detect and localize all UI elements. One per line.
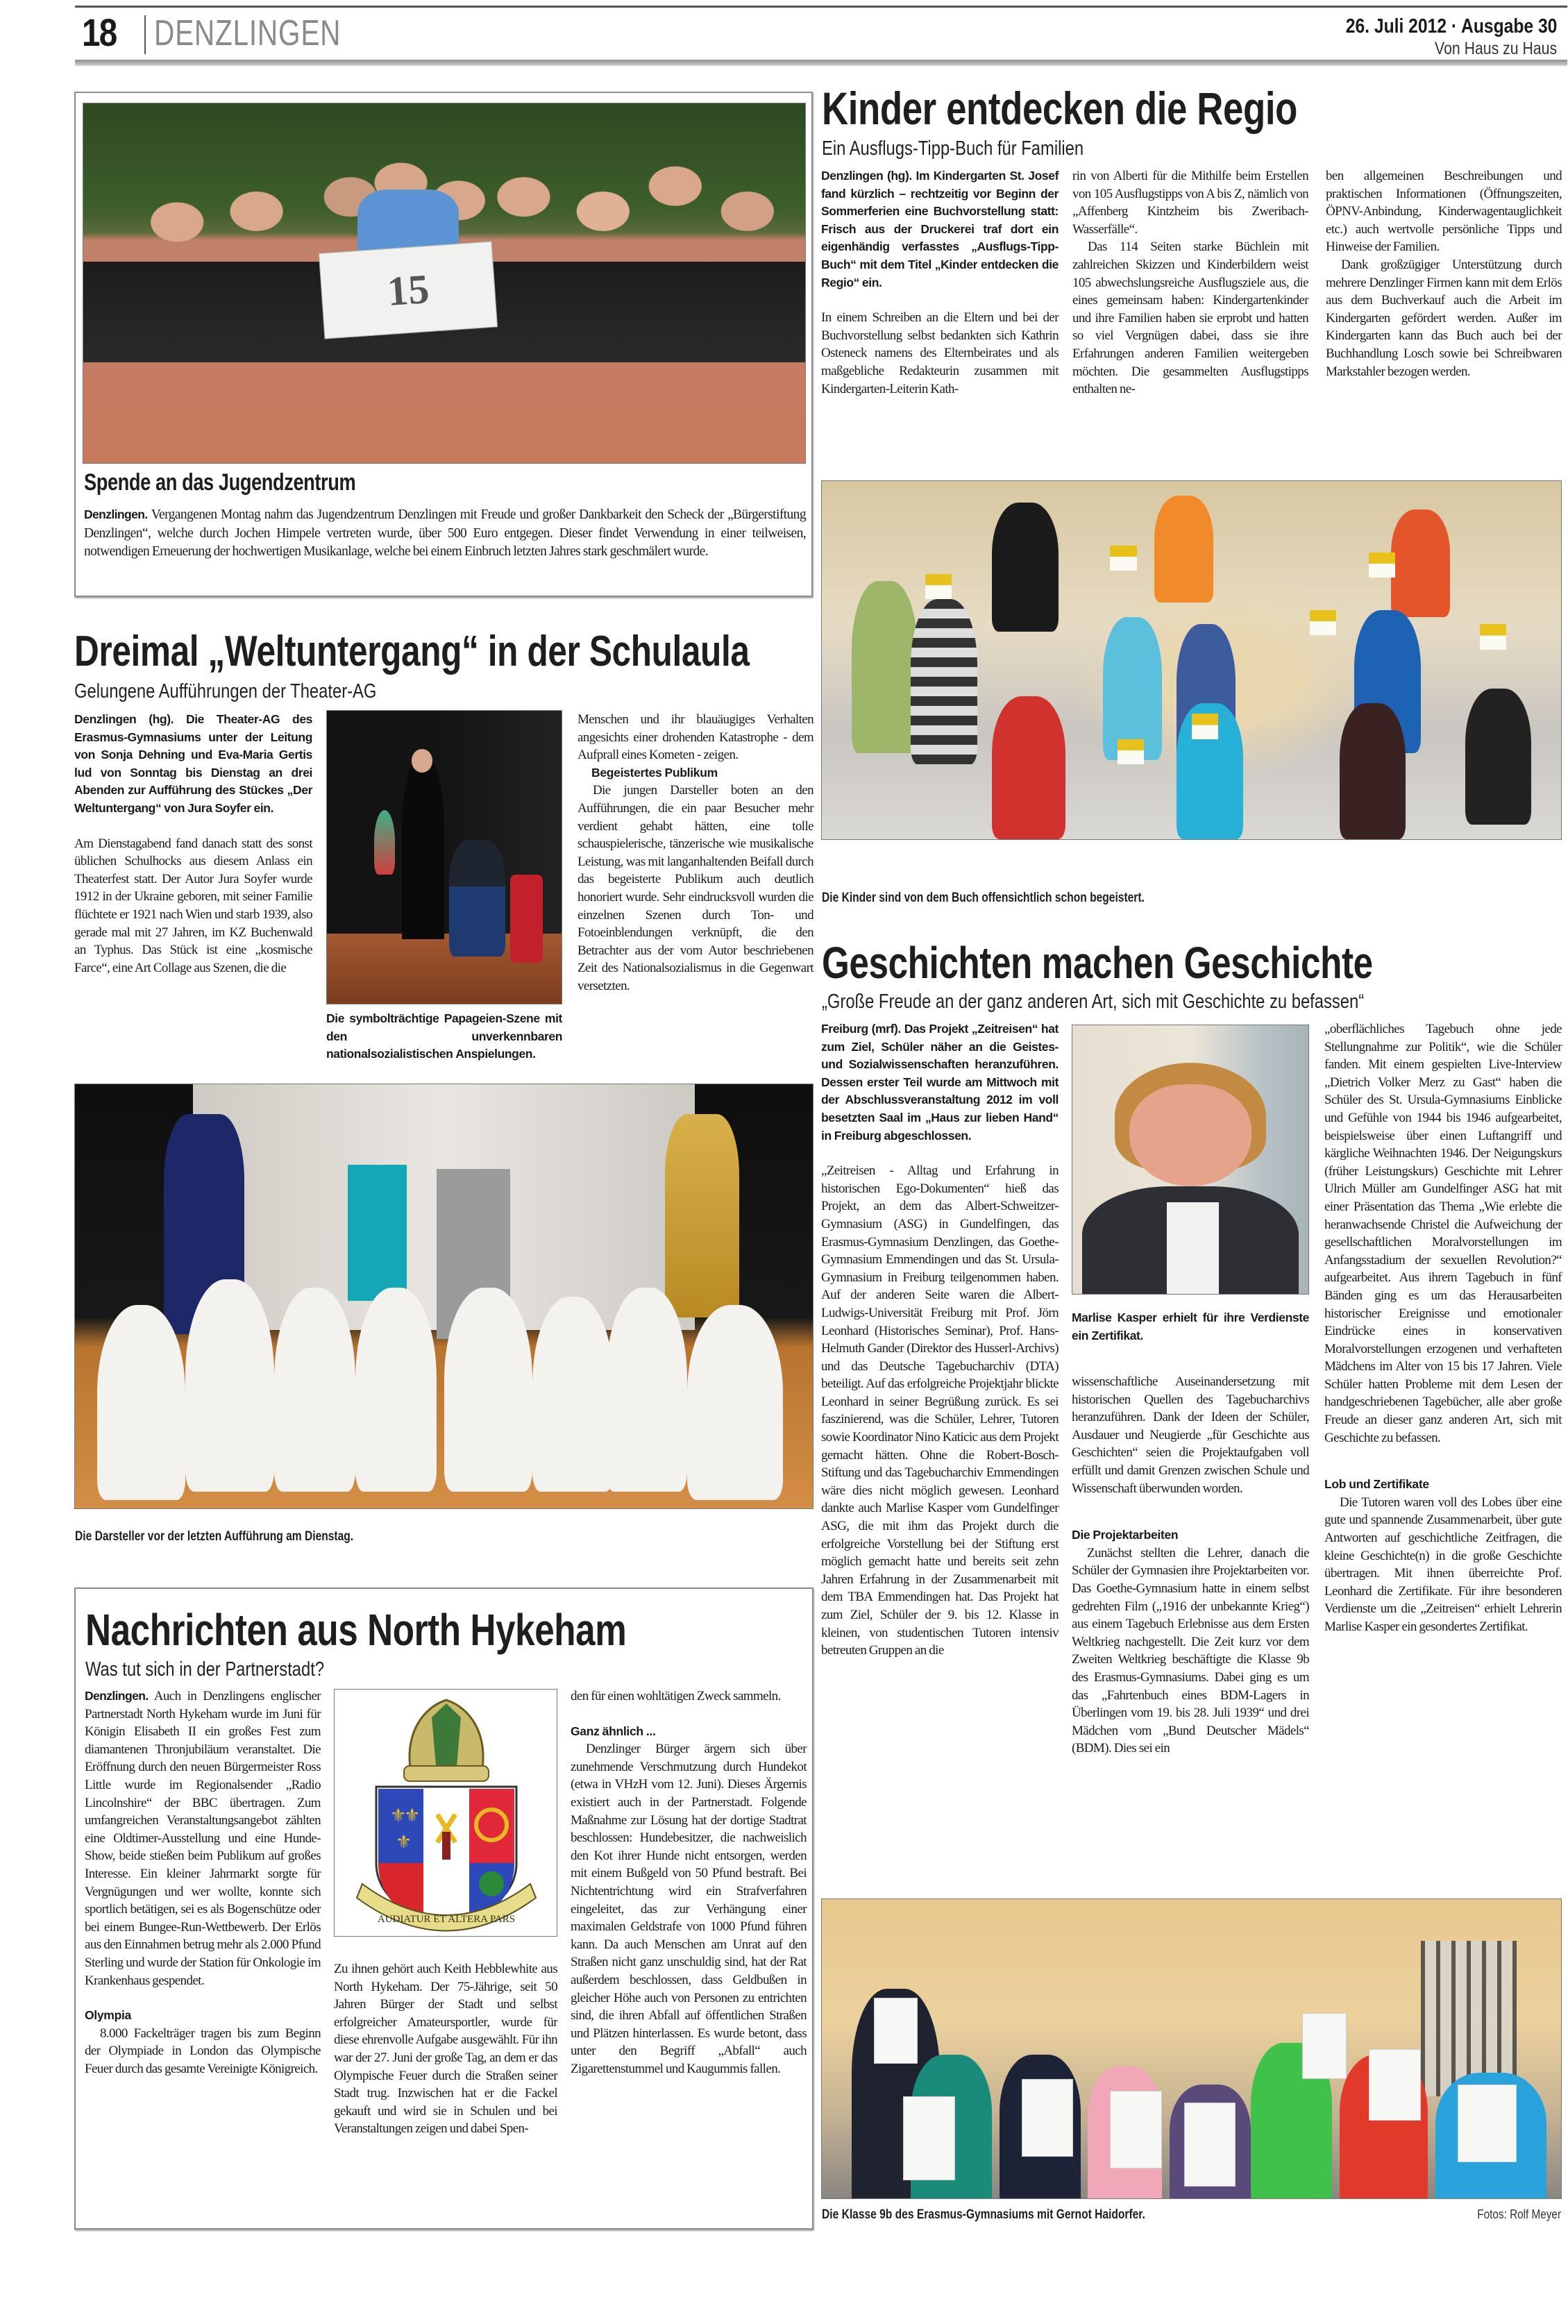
caption-text: Die symbolträchtige Papageien-Szene mit den unverkennbaren nationalsozialistischen Anspielungen. <box>326 1011 562 1061</box>
subhead-projektarbeiten: Die Projektarbeiten <box>1072 1528 1179 1542</box>
certificate <box>1458 2085 1517 2162</box>
book-in-photo <box>1480 624 1506 649</box>
body-spende <box>84 505 806 562</box>
para-kinder-2a: Das 114 Seiten starke Büchlein mit zahlreichen Skizzen und Kinderbildern weist 105 abwechslungsreiche Ausflugsziele aus, die eines gemeinsam haben: Kindergartenkinder und ihre Familien haben sie erprobt und hatten so viel Vergnügen dabei, dass sie ihre Erfahrungen anderen Familien weitergeben möchten. Die gesammelten Ausflugstipps enthalten ne- <box>1072 239 1308 397</box>
para-geschichte-2: wissenschaftliche Auseinandersetzung mit historischen Quellen des Tagebucharchivs heranzuführen. Dank der Ideen der Schüler, Ausdauer und Neugierde „für Geschichte aus Geschichten“ seien die Projektaufgaben voll erfüllt und damit Grenzen zwischen Schule und Wissenschaft überwunden worden. <box>1072 1374 1309 1496</box>
certificate <box>874 1998 918 2064</box>
para-geschichte-3: Zunächst stellten die Lehrer, danach die Schüler der Gymnasien ihre Projektarbeiten vor. Das Goethe-Gymnasium hatte in einem selbst gedrehten Film („1916 der unbekannte Krieg“) aus einem Tagebuch Erlebnisse aus dem Ersten Weltkrieg nachgestellt. Die Zeit kurz vor dem Zweiten Weltkrieg beschäftigte die Klasse 9b des Erasmus-Gymnasiums. Dabei ging es um das „Fahrtenbuch eines BDM-Lagers in Überlingen vom 19. bis 28. Juli 1939“ und drei Mädchen vom „Bund Deutscher Mädels“ (BDM). Dies sei ein <box>1072 1545 1309 1756</box>
subhead-begeistertes-publikum: Begeistertes Publikum <box>591 765 718 780</box>
costume-gold <box>665 1114 739 1317</box>
red-trolley <box>510 875 543 963</box>
para-geschichte-4: „oberflächliches Tagebuch ohne jede Stellungnahme zur Politik“, wie die Schüler fanden. Mit einem gespielten Live-Interview „Dietrich Volker Merz zu Gast“ haben die Schüler des St. Ursula-Gymnasiums Einblicke und Gefühle von 1944 bis 1946 aufgearbeitet, beispielsweise über einen Luftangriff und kärgliche Weihnachten 1946. Der Neigungskurs (früher Leistungskurs) Geschichte mit Lehrer Ulrich Müller am Gundelfinger ASG hat mit einer Präsentation das Thema „Wie erlebte die heranwachsende Christel die Aufweichung der gesellschaftlichen Moralvorstellungen im Anfangsstadium der sexuellen Revolution?“ aufgearbeitet. Aus ihrem Tagebuch in fünf Bänden ging es um das Herausarbeiten historischer Ereignisse und emotionaler Eindrücke eines in konservativen Moralvorstellungen erzogenen und verhafteten Mädchens im Alter von 15 bis 17 Jahren. Viele Schüler hatten Probleme mit dem Lesen der handgeschriebenen Tagebücher, alle aber große Freude an dieser ganz anderen Art, sich mit Geschichte zu befassen. <box>1324 1022 1562 1445</box>
subhead-ganz-aehnlich: Ganz ähnlich ... <box>571 1724 656 1738</box>
book-in-photo <box>925 574 952 599</box>
book-in-photo <box>1118 739 1144 764</box>
weltuntergang-col-1 <box>74 711 312 977</box>
photo-detail <box>992 503 1059 632</box>
certificate <box>1369 2049 1421 2121</box>
hykeham-col-3 <box>571 1687 807 2078</box>
geschichte-col-2 <box>1072 1373 1309 1758</box>
dancer <box>185 1279 274 1492</box>
headline-spende: Spende an das Jugendzentrum <box>84 469 356 496</box>
svg-text:⚜: ⚜ <box>390 1805 407 1826</box>
para-geschichte-1: „Zeitreisen - Alltag und Erfahrung in historischen Ego-Dokumenten“ hieß das Projekt, an dem das Albert-Schweitzer-Gymnasium (ASG) in Gundelfingen, das Erasmus-Gymnasium Denzlingen, das Goethe-Gymnasium Emmendingen und das St. Ursula-Gymnasium in Freiburg teilgenommen haben. Auf der anderen Seite waren die Albert-Ludwigs-Universität Freiburg mit Prof. Jörn Leonhard (Historisches Seminar), Prof. Hans-Helmuth Gander (Direktor des Husserl-Archivs) und das Deutsche Tagebucharchiv (DTA) beteiligt. Auf das erfolgreiche Projektjahr blickte Leonhard in seiner Begrüßung zurück. Es sei faszinierend, was die Schüler, Lehrer, Tutoren sowie Koordinator Nino Katicic aus dem Projekt gemacht hätten. Ohne die Robert-Bosch-Stiftung und das Tagebucharchiv Emmendingen wäre dies nicht möglich gewesen. Leonhard dankte auch Marlise Kasper vom Gundelfinger ASG, die mit ihm das Projekt durch die erfolgreiche Vorstellung bei der Stiftung erst möglich gemacht hatte und bereits seit zehn Jahren Erfahrung in der Zusammenarbeit mit dem TBA Emmendingen hat. Das Projekt hat zum Ziel, Schüler der 9. bis 12. Klasse in kleinen, von studentischen Tutoren intensiv betreuten Gruppen an die <box>821 1163 1059 1658</box>
para-weltuntergang-2: Die jungen Darsteller boten an den Aufführungen, die ein paar Besucher mehr verdient gehabt hätten, eine tolle schauspielerische, tänzerische wie musikalische Leistung, was mit langanhaltenden Beifall durch das begeisterte Publikum auch deutlich honoriert wurde. Sehr eindrucksvoll wurden die einzelnen Szenen durch Ton- und Fotoeinblendungen verknüpft, die den Betrachter aus der vom Autor beschriebenen Zeit des Nationalsozialismus in die Gegenwart versetzten. <box>578 783 813 993</box>
para-hykeham-2: 8.000 Fackelträger tragen bis zum Beginn der Olympiade in London das Olympische Feuer durch das gesamte Vereinigte Königreich. <box>85 2026 321 2076</box>
dancer <box>355 1288 437 1491</box>
kinder-col-2 <box>1072 167 1308 398</box>
subheadline-hykeham: Was tut sich in der Partnerstadt? <box>85 1658 325 1681</box>
para-hykeham-1: Auch in Denzlingens englischer Partnerstadt North Hykeham wurde im Juni für Königin Elisabeth II ein großes Fest zum diamantenen Thronjubiläum veranstaltet. Die Eröffnung durch den neuen Bürgermeister Ross Little wurde im Regionalsender „Radio Lincolnshire“ der BBC übertragen. Zum umfangreichen Veranstaltungsangebot zählten eine Oldtimer-Ausstellung und eine Hunde-Show, beide stießen beim Publikum auf großes Interesse. Ein kleiner Jahrmarkt sorgte für Vergnügungen und wer wollte, konnte sich sportlich betätigen, sei es als Bogenschütze oder bei einem Bungee-Run-Wettbewerb. Der Erlös aus den Einnahmen betrug mehr als 2.000 Pfund Sterling und wurde der Station für Onkologie im Krankenhaus gespendet. <box>85 1689 321 1988</box>
caption-parrot <box>326 1010 562 1063</box>
caption-kasper <box>1072 1309 1309 1345</box>
certificate <box>1184 2103 1236 2187</box>
body-text: Vergangenen Montag nahm das Jugendzentrum Denzlingen mit Freude und großer Dankbarkeit den Scheck der „Bürgerstiftung Denzlingen“, welche durch Jochen Himpele vertreten wurde, über 500 Euro entgegen. Dieser findet Verwendung in einer teilweisen, notwendigen Erneuerung der hochwertigen Musikanlage, welche bei einem Einbruch letzten Jahres stark geschmälert wurde. <box>84 507 806 559</box>
lead-weltuntergang: Denzlingen (hg). Die Theater-AG des Erasmus-Gymnasiums unter der Leitung von Sonja Dehning und Eva-Maria Gertis lud von Sonntag bis Dienstag an drei Abenden zur Aufführung des Stückes „Der Weltuntergang“ von Jura Soyfer ein. <box>74 712 312 815</box>
dateline: Denzlingen. <box>84 507 148 521</box>
photo-detail <box>911 599 977 764</box>
lead-geschichte: Freiburg (mrf). Das Projekt „Zeitreisen“ hat zum Ziel, Schüler näher an die Geistes- und Sozialwissenschaften heranzuführen. Dessen erster Teil wurde am Mittwoch mit der Abschlussveranstaltung 2012 im voll besetzten Saal im „Haus zur lieben Hand“ in Freiburg abgeschlossen. <box>821 1022 1059 1143</box>
caption-cast: Die Darsteller vor der letzten Aufführung am Dienstag. <box>75 1529 354 1544</box>
para-hykeham-3b: den für einen wohltätigen Zweck sammeln. <box>571 1689 781 1703</box>
header-band <box>75 60 1567 66</box>
para-geschichte-5: Die Tutoren waren voll des Lobes über eine gute und spannende Zusammenarbeit, über gute Antworten auf geschichtliche Zeitfragen, die kleine Geschichte(n) in die große Geschichte übertragen. Mit ihnen überreichte Prof. Leonhard die Zertifikate. Für ihre besonderen Verdienste um die „Zeitreisen“ erhielt Lehrerin Marlise Kasper ein gesondertes Zertifikat. <box>1324 1494 1562 1634</box>
photo-detail <box>1340 703 1406 839</box>
cheque-in-photo <box>319 242 498 339</box>
dancer <box>97 1305 186 1500</box>
kinder-col-1 <box>821 167 1059 398</box>
weltuntergang-col-3 <box>578 711 813 995</box>
header-separator <box>144 15 146 54</box>
para-hykeham-4: Denzlinger Bürger ärgern sich über zunehmende Verschmutzung durch Hundekot (etwa in VHzH vom 12. Juni). Dieses Ärgernis existiert auch in der Partnerstadt. Folgende Maßnahme zur Lösung hat der dortige Stadtrat beschlossen: Hundebesitzer, die nachweislich den Kot ihrer Hunde nicht entsorgen, werden mit einem Bußgeld von 50 Pfund bestraft. Bei Nichtentrichtung wird ein Strafverfahren eingeleitet, das zur Verhängung einer maximalen Geldstrafe von 1000 Pfund führen kann. Da auch Menschen am Unrat auf den Straßen nicht ganz unschuldig sind, hat der Rat außerdem beschlossen, dass Geldbußen in gleicher Höhe auch von Personen zu entrichten sind, die ihren Abfall auf öffentlichen Straßen und Plätzen hinterlassen. Es wurde betont, dass unter den Begriff „Abfall“ auch Zigarettenstummel und Kaugummis fallen. <box>571 1742 807 2076</box>
class-9b-photo <box>821 1898 1562 2199</box>
top-rule <box>75 6 1567 8</box>
coat-of-arms-icon <box>335 1690 557 1937</box>
para-hykeham-3a: Zu ihnen gehört auch Keith Hebblewhite aus North Hykeham. Der 75-Jährige, seit 50 Jahren Bürger der Stadt und selbst erfolgreicher Amateursportler, wurde für diese ehrenvolle Aufgabe ausgewählt. Für ihn war der 27. Juni der große Tag, an dem er das Olympische Feuer durch die Straßen seiner Stadt trug. Inzwischen hat er die Fackel gekauft und wird sie in Schulen und bei Veranstaltungen zeigen und dabei Spen- <box>334 1962 557 2137</box>
para-kinder-1a: In einem Schreiben an die Eltern und bei der Buchvorstellung selbst bedankten sich Kathrin Osteneck namens des Elternbeirates und als maßgebliche Redakteurin zusammen mit Kindergarten-Leiterin Kath- <box>821 310 1059 396</box>
actor-face <box>412 749 432 773</box>
hykeham-col-1 <box>85 1687 321 2078</box>
photo-detail <box>852 581 918 753</box>
marlise-kasper-portrait <box>1072 1025 1309 1295</box>
book-in-photo <box>1310 610 1336 635</box>
parrot <box>374 810 395 875</box>
book-in-photo <box>1110 546 1136 571</box>
dancer <box>532 1297 614 1492</box>
dancer <box>606 1288 687 1491</box>
headline-kinder: Kinder entdecken die Regio <box>822 83 1297 134</box>
para-kinder-3: Dank großzügiger Unterstützung durch mehrere Denzlinger Firmen kann mit dem Erlös aus dem Buchverkauf auch die Arbeit im Kindergarten gefördert werden. Außer im Kindergarten kann das Buch auch bei der Buchhandlung Losch sowie bei Schreibwaren Markstahler bezogen werden. <box>1326 257 1562 379</box>
photo-detail <box>992 696 1066 839</box>
dateline: Denzlingen. <box>85 1689 149 1703</box>
svg-text:⚜: ⚜ <box>404 1805 421 1826</box>
para-kinder-1b: rin von Alberti für die Mithilfe beim Erstellen von 105 Ausflugstipps von A bis Z, nämlich von „Affenberg Kintzheim bis Zweribach-Wasserfälle“. <box>1072 169 1308 237</box>
photo-detail <box>1167 1202 1219 1295</box>
subheadline-geschichte: „Große Freude an der ganz anderen Art, sich mit Geschichte zu befassen“ <box>822 991 1365 1013</box>
certificate <box>1302 2013 1347 2079</box>
para-weltuntergang-1a: Am Dienstagabend fand danach statt des sonst üblichen Schulhocks aus diesem Anlass ein Theaterfest statt. Der Autor Jura Soyfer wurde 1912 in der Ukraine geboren, mit seiner Familie flüchtete er 1921 nach Wien und starb 1939, also gerade mal mit 27 Jahren, im KZ Buchenwald an Typhus. Das Stück ist eine „kosmische Farce“, eine Art Collage aus Szenen, die die <box>74 836 312 975</box>
group-with-cheque-photo <box>83 103 806 464</box>
certificate <box>1110 2091 1162 2169</box>
caption-text: Marlise Kasper erhielt für ihre Verdienste ein Zertifikat. <box>1072 1311 1309 1342</box>
book-in-photo <box>1369 553 1395 578</box>
north-hykeham-crest <box>334 1689 557 1937</box>
kinder-col-3 <box>1326 167 1562 380</box>
hykeham-col-2 <box>334 1960 557 2138</box>
svg-text:⚜: ⚜ <box>396 1832 412 1852</box>
issue-date: 26. Juli 2012 · Ausgabe 30 <box>1345 15 1557 37</box>
photo-detail <box>1465 689 1532 825</box>
caption-kinder: Die Kinder sind von dem Buch offensichtlich schon begeistert. <box>822 891 1145 905</box>
dancer <box>687 1305 783 1500</box>
para-weltuntergang-1b: Menschen und ihr blauäugiges Verhalten angesichts einer drohenden Katastrophe - dem Aufprall eines Kometen - zeigen. <box>578 712 813 763</box>
headline-weltuntergang: Dreimal „Weltuntergang“ in der Schulaula <box>74 628 750 675</box>
subheadline-kinder: Ein Ausflugs-Tipp-Buch für Familien <box>822 137 1084 160</box>
subhead-olympia: Olympia <box>85 2008 131 2023</box>
photo-credit: Fotos: Rolf Meyer <box>1477 2207 1561 2221</box>
headline-geschichte: Geschichten machen Geschichte <box>822 938 1373 988</box>
page-number: 18 <box>82 10 117 54</box>
photo-detail <box>1391 510 1450 617</box>
publication-name: Von Haus zu Haus <box>1434 39 1557 58</box>
book-in-photo <box>1192 714 1218 739</box>
geschichte-col-1 <box>821 1020 1059 1660</box>
dancer <box>444 1288 533 1491</box>
svg-text:AUDIATUR ET ALTERA PARS: AUDIATUR ET ALTERA PARS <box>377 1914 516 1925</box>
kindergarten-children-photo <box>821 480 1562 840</box>
actor-figure <box>402 758 444 940</box>
costume-blue-dress <box>348 1165 407 1301</box>
cast-photo <box>74 1084 813 1509</box>
article-spende <box>74 92 813 597</box>
parrot-scene-photo <box>326 710 562 1004</box>
para-kinder-2b: ben allgemeinen Beschreibungen und praktischen Informationen (Öffnungszeiten, ÖPNV-Anbindung, Kinderwagentauglichkeit etc.) auch wertvolle persönliche Tipps und Hinweise der Familien. <box>1326 169 1562 255</box>
photo-detail <box>1154 496 1213 603</box>
certificate <box>903 2096 955 2180</box>
lead-kinder: Denzlingen (hg). Im Kindergarten St. Josef fand kürzlich – rechtzeitig vor Beginn der Sommerferien eine Buchvorstellung statt: Frisch aus der Druckerei traf dort ein eigenhändig verfasstes „Ausflugs-Tipp-Buch“ mit dem Titel „Kinder entdecken die Regio“ ein. <box>821 169 1059 289</box>
photo-detail <box>1129 1084 1252 1186</box>
caption-class: Die Klasse 9b des Erasmus-Gymnasiums mit Gernot Haidorfer. <box>822 2207 1145 2222</box>
seated-actor <box>449 840 505 957</box>
geschichte-col-3 <box>1324 1020 1562 1636</box>
subhead-lob-zertifikate: Lob und Zertifikate <box>1324 1477 1429 1492</box>
section-title: DENZLINGEN <box>154 13 342 53</box>
article-hykeham <box>74 1588 813 2230</box>
headline-hykeham: Nachrichten aus North Hykeham <box>85 1605 627 1655</box>
subheadline-weltuntergang: Gelungene Aufführungen der Theater-AG <box>74 680 377 702</box>
dancer <box>274 1288 355 1491</box>
certificate <box>1022 2079 1074 2157</box>
